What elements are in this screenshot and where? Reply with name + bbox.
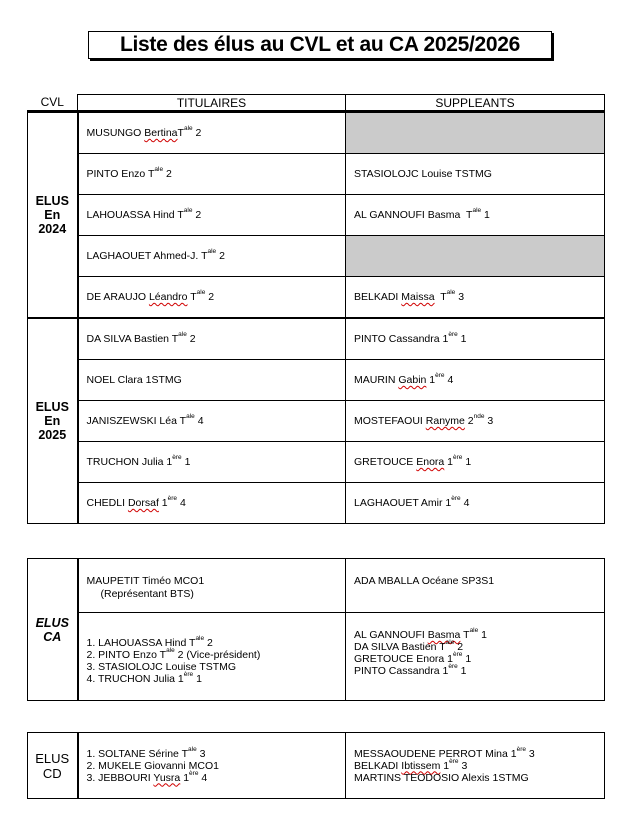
entry-name: 3. STASIOLOJC Louise TSTMG — [86, 660, 237, 673]
table-row — [28, 483, 605, 524]
entry-name: MOSTEFAOUI — [354, 415, 426, 427]
suppleant-cell — [346, 195, 605, 236]
entry-class: 1 — [444, 456, 454, 468]
ca-bts-suppleant: ADA MBALLA Océane SP3S1 — [346, 559, 605, 613]
entry-class-number: 2 (Vice-président) — [174, 648, 261, 661]
titulaire-cell — [78, 360, 346, 401]
entry-class-suffix: ère — [451, 495, 461, 502]
entry-class-number: 3 — [458, 759, 468, 772]
entry-class-suffix: ale — [154, 166, 164, 173]
entry-name: MAURIN — [354, 374, 399, 386]
entry-class-number: 1 — [457, 665, 467, 677]
group-label-line: En — [44, 208, 61, 222]
ca-titulaires — [78, 613, 346, 701]
entry-class-number: 1 — [457, 333, 467, 345]
entry-class-suffix: ale — [207, 248, 217, 255]
header-suppleants: SUPPLEANTS — [346, 95, 605, 112]
list-item — [87, 661, 346, 673]
entry-name: 2. PINTO Enzo T — [86, 648, 167, 661]
entry-class-number: 2 — [186, 333, 196, 345]
entry-class-number: 1 — [181, 456, 191, 468]
group-label — [28, 318, 78, 524]
titulaire-cell — [78, 236, 346, 277]
list-item — [354, 772, 604, 784]
entry-name: MUSUNGO — [86, 127, 145, 139]
entry-class-number: 1 — [478, 629, 488, 641]
entry-class-suffix: ale — [178, 331, 187, 338]
entry-class-number: 4 — [198, 771, 208, 784]
entry-class-suffix: ère — [172, 454, 182, 461]
empty-suppleant-cell — [346, 236, 605, 277]
entry-name: LAHOUASSA Hind T — [86, 209, 184, 221]
cd-label-line: CD — [42, 765, 62, 781]
titulaire-cell — [78, 277, 346, 319]
entry-class-suffix: ale — [195, 634, 205, 642]
entry-class-suffix: ère — [516, 745, 527, 753]
entry-class: 1 — [426, 374, 436, 386]
entry-class-suffix: ale — [446, 289, 456, 296]
list-item — [354, 629, 604, 641]
header-cvl: CVL — [28, 95, 78, 112]
table-row — [28, 277, 605, 319]
entry-name: LAGHAOUET Amir 1 — [354, 497, 452, 509]
suppleant-cell — [346, 277, 605, 319]
ca-bts-titulaire — [78, 559, 346, 613]
list-item — [86, 670, 346, 685]
suppleant-cell — [346, 483, 605, 524]
entry-class: T — [460, 629, 470, 641]
titulaire-cell — [78, 318, 346, 360]
table-row — [28, 401, 605, 442]
entry-class-suffix: ale — [472, 207, 482, 214]
suppleant-cell — [346, 318, 605, 360]
spellcheck-word: Dorsaf — [127, 497, 159, 509]
suppleant-cell — [346, 360, 605, 401]
entry-name: GRETOUCE — [354, 456, 417, 468]
empty-suppleant-cell — [346, 112, 605, 154]
group-label-line: 2025 — [38, 428, 67, 442]
ca-suppleants — [346, 613, 605, 701]
suppleant-cell — [346, 442, 605, 483]
entry-name: NOEL Clara 1STMG — [86, 374, 182, 386]
list-item — [86, 769, 346, 784]
entry-name: GRETOUCE Enora 1 — [354, 653, 454, 665]
entry-class-number: 3 — [484, 415, 494, 427]
list-item — [354, 665, 604, 677]
titulaire-cell — [78, 112, 346, 154]
entry-class-number: 2 — [204, 636, 213, 649]
table-row — [28, 442, 605, 483]
entry-class-number: 4 — [460, 497, 470, 509]
entry-class-suffix: ère — [435, 372, 445, 379]
entry-class-suffix: ère — [448, 331, 458, 338]
entry-class: T — [434, 291, 447, 303]
entry-class-number: 2 — [216, 250, 225, 262]
entry-name: PINTO Cassandra 1 — [354, 665, 449, 677]
entry-class: 1 — [180, 771, 190, 784]
entry-class-number: 4 — [194, 415, 204, 427]
entry-name: PINTO Cassandra 1 — [354, 333, 449, 345]
entry-class-suffix: ère — [448, 663, 458, 670]
entry-class-number: 1 — [462, 653, 472, 665]
ca-group-label — [28, 559, 78, 701]
entry-class: 1 — [440, 759, 450, 772]
entry-name: 4. TRUCHON Julia 1 — [86, 672, 184, 685]
table-row — [28, 236, 605, 277]
entry-class-number: 2 — [454, 641, 464, 653]
list-item — [354, 641, 604, 653]
entry-name: MARTINS TEODOSIO Alexis 1STMG — [354, 771, 529, 784]
entry-class-suffix: ère — [183, 670, 194, 678]
ca-label-line: ELUS — [35, 615, 69, 630]
cd-label-line: ELUS — [35, 750, 70, 766]
header-titulaires: TITULAIRES — [78, 95, 346, 112]
entry-class-suffix: ale — [469, 627, 479, 634]
entry-class-suffix: ale — [183, 207, 193, 214]
entry-class-suffix: ale — [186, 413, 195, 420]
bts-titulaire-name: MAUPETIT Timéo MCO1 — [86, 575, 205, 587]
entry-class-suffix: ale — [166, 646, 175, 654]
spellcheck-word: Basma — [427, 629, 461, 641]
entry-name: LAGHAOUET Ahmed-J. T — [86, 250, 208, 262]
entry-class-suffix: ale — [196, 289, 206, 296]
entry-class-suffix: ère — [453, 651, 463, 658]
group-label-line: ELUS — [35, 194, 69, 208]
spellcheck-word: Bertina — [144, 127, 178, 139]
entry-name: 1. SOLTANE Sérine T — [86, 747, 189, 760]
cvl-table — [27, 94, 605, 524]
list-item — [86, 646, 346, 661]
entry-class-number: 4 — [444, 374, 454, 386]
entry-class: 2 — [464, 415, 474, 427]
cd-titulaires — [78, 733, 346, 799]
titulaire-cell — [78, 195, 346, 236]
entry-name: DA SILVA Bastien T — [354, 641, 446, 653]
list-item — [86, 634, 346, 649]
spellcheck-word: Gabin — [398, 374, 427, 386]
document-title: Liste des élus au CVL et au CA 2025/2026 — [88, 31, 552, 59]
list-item — [354, 653, 604, 665]
titulaire-cell — [78, 442, 346, 483]
bts-titulaire-role: (Représentant BTS) — [100, 588, 194, 600]
list-item — [354, 745, 604, 760]
entry-name: DE ARAUJO — [86, 291, 149, 303]
entry-class-suffix: ère — [453, 454, 463, 461]
list-item — [87, 760, 346, 772]
entry-class-number: 1 — [481, 209, 490, 221]
suppleant-cell — [346, 401, 605, 442]
list-item — [86, 745, 346, 760]
table-row — [28, 112, 605, 154]
entry-class-number: 2 — [192, 209, 202, 221]
entry-class: T — [187, 291, 197, 303]
table-row — [28, 154, 605, 195]
entry-name: CHEDLI — [86, 497, 128, 509]
entry-name: STASIOLOJC Louise TSTMG — [354, 168, 492, 180]
entry-class-suffix: ère — [449, 757, 459, 765]
cd-group-label — [28, 733, 78, 799]
titulaire-cell — [78, 154, 346, 195]
entry-name: MESSAOUDENE PERROT Mina 1 — [354, 747, 517, 760]
entry-name: 1. LAHOUASSA Hind T — [86, 636, 196, 649]
entry-class-number: 2 — [163, 168, 172, 180]
entry-class-suffix: nde — [473, 413, 485, 420]
spellcheck-word: Yusra — [153, 771, 181, 784]
entry-class-suffix: ale — [445, 639, 455, 646]
entry-class: 1 — [158, 497, 168, 509]
entry-class-number: 3 — [455, 291, 465, 303]
titulaire-cell — [78, 483, 346, 524]
group-label-line: 2024 — [38, 222, 67, 236]
spellcheck-word: Maissa — [401, 291, 435, 303]
entry-class-number: 3 — [196, 747, 206, 760]
entry-name: PINTO Enzo T — [86, 168, 155, 180]
cd-table — [27, 732, 605, 799]
entry-class-number: 2 — [205, 291, 215, 303]
group-label — [28, 112, 78, 319]
entry-name: 3. JEBBOURI — [86, 771, 154, 784]
table-row — [28, 195, 605, 236]
entry-name: DA SILVA Bastien T — [86, 333, 179, 345]
cd-suppleants — [346, 733, 605, 799]
group-label-line: ELUS — [35, 400, 69, 414]
ca-table — [27, 558, 605, 701]
titulaire-cell — [78, 401, 346, 442]
table-row — [28, 318, 605, 360]
entry-class-number: 3 — [526, 747, 535, 760]
ca-label-line: CA — [43, 629, 62, 644]
entry-name: 2. MUKELE Giovanni MCO1 — [86, 759, 219, 772]
entry-class-number: 2 — [192, 127, 202, 139]
entry-class-number: 1 — [193, 672, 202, 685]
entry-class-number: 4 — [177, 497, 186, 509]
spellcheck-word: Léandro — [148, 291, 188, 303]
spellcheck-word: Ibtissem — [401, 759, 441, 772]
entry-name: TRUCHON Julia 1 — [86, 456, 173, 468]
entry-name: JANISZEWSKI Léa T — [86, 415, 187, 427]
spellcheck-word: Ranyme — [425, 415, 465, 427]
group-label-line: En — [44, 414, 61, 428]
entry-class-suffix: ale — [188, 745, 197, 753]
entry-class-number: 1 — [462, 456, 472, 468]
spellcheck-word: Enora — [416, 456, 445, 468]
list-item — [354, 757, 604, 772]
entry-class-suffix: ère — [189, 769, 199, 777]
suppleant-cell — [346, 154, 605, 195]
entry-class-suffix: ale — [183, 125, 193, 132]
entry-name: AL GANNOUFI Basma T — [354, 209, 473, 221]
entry-name: BELKADI — [354, 291, 402, 303]
table-row — [28, 360, 605, 401]
entry-class-suffix: ère — [167, 495, 178, 502]
entry-class: T — [177, 127, 184, 139]
entry-name: BELKADI — [354, 759, 402, 772]
entry-name: AL GANNOUFI — [354, 629, 428, 641]
